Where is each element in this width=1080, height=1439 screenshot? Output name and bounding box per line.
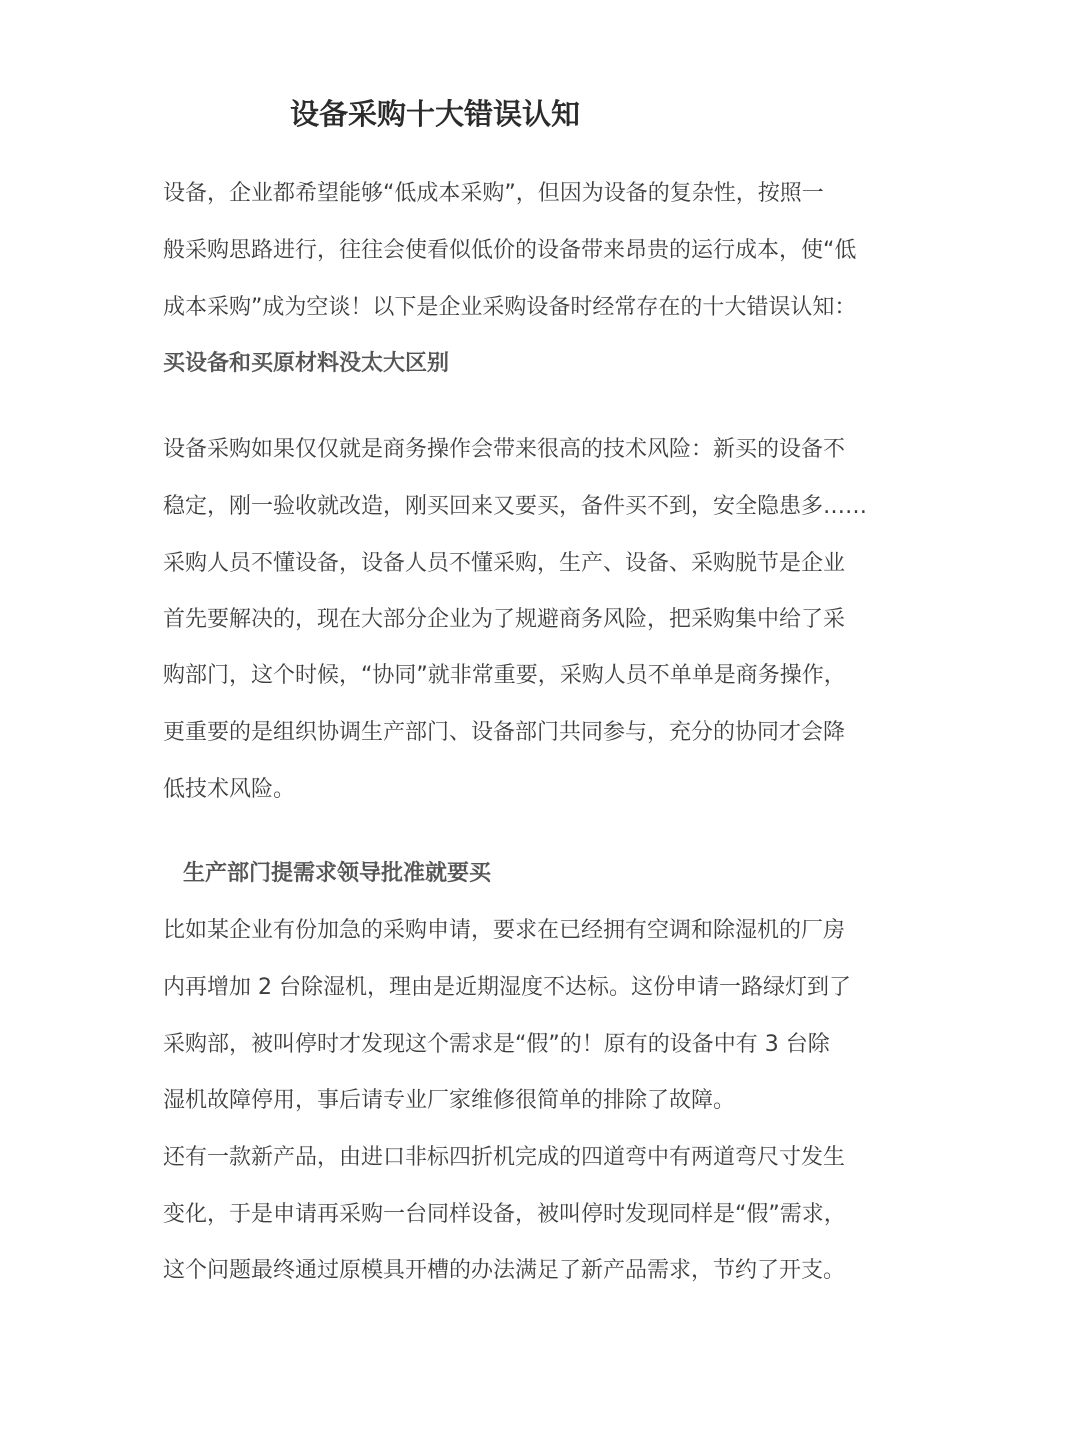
paragraph-line: 设备采购如果仅仅就是商务操作会带来很高的技术风险：新买的设备不 [163, 437, 846, 462]
paragraph-line: 更重要的是组织协调生产部门、设备部门共同参与，充分的协同才会降 [163, 720, 846, 745]
document-title: 设备采购十大错误认知 [290, 97, 581, 131]
paragraph-line: 这个问题最终通过原模具开槽的办法满足了新产品需求，节约了开支。 [163, 1258, 846, 1283]
paragraph-line: 湿机故障停用，事后请专业厂家维修很简单的排除了故障。 [163, 1088, 736, 1113]
paragraph-line: 首先要解决的，现在大部分企业为了规避商务风险，把采购集中给了采 [163, 607, 846, 632]
intro-line: 般采购思路进行，往往会使看似低价的设备带来昂贵的运行成本，使“低 [163, 238, 857, 263]
paragraph-line: 采购部，被叫停时才发现这个需求是“假”的！原有的设备中有 3 台除 [163, 1032, 830, 1057]
paragraph-line: 低技术风险。 [163, 777, 296, 802]
paragraph-line: 变化，于是申请再采购一台同样设备，被叫停时发现同样是“假”需求， [163, 1202, 846, 1227]
paragraph-line: 采购人员不懂设备，设备人员不懂采购，生产、设备、采购脱节是企业 [163, 551, 846, 576]
paragraph-line: 稳定，刚一验收就改造，刚买回来又要买，备件买不到，安全隐患多…… [163, 494, 868, 519]
paragraph-line: 购部门，这个时候，“协同”就非常重要，采购人员不单单是商务操作， [163, 663, 846, 688]
section-heading-1: 买设备和买原材料没太大区别 [163, 351, 450, 376]
section-heading-2: 生产部门提需求领导批准就要买 [183, 861, 492, 886]
intro-line: 设备，企业都希望能够“低成本采购”，但因为设备的复杂性，按照一 [163, 181, 824, 206]
paragraph-line: 内再增加 2 台除湿机，理由是近期湿度不达标。这份申请一路绿灯到了 [163, 975, 851, 1000]
paragraph-line: 比如某企业有份加急的采购申请，要求在已经拥有空调和除湿机的厂房 [163, 918, 846, 943]
paragraph-line: 还有一款新产品，由进口非标四折机完成的四道弯中有两道弯尺寸发生 [163, 1145, 846, 1170]
intro-line: 成本采购”成为空谈！以下是企业采购设备时经常存在的十大错误认知： [163, 295, 857, 320]
